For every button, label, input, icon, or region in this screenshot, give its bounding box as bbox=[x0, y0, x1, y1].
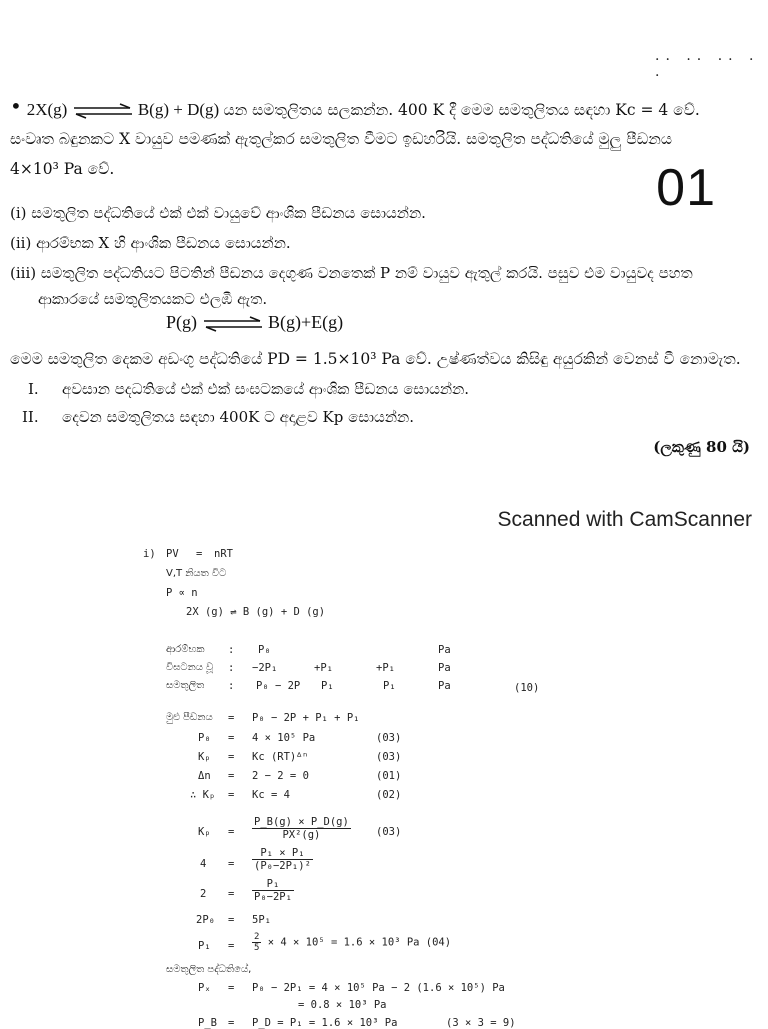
p1-rhs: × 4 × 10⁵ = 1.6 × 10³ Pa (04) bbox=[267, 936, 452, 949]
step-eq: = bbox=[228, 770, 235, 782]
four-numerator: P₁ × P₁ bbox=[252, 847, 313, 860]
second-equilibrium-left: P(g) bbox=[166, 312, 197, 332]
ice-change-unit: Pa bbox=[438, 662, 451, 674]
sub-item-II: දෙවන සමතුලිතය සඳහා 400K ට අදාළව Kp සොයන්න. bbox=[62, 408, 414, 426]
question-number: 01 bbox=[656, 159, 716, 217]
question-line-2: සංවෘත බඳුනකට X වායුව පමණක් ඇතුල්කර සමතුලිත වීමට ඉඩහරියි. සමතුලිත පද්ධතියේ මුලු පීඩනය bbox=[10, 130, 673, 148]
item-iii-line-2: ආකාරයේ සමතුලිතයකට එලඹී ඇත. bbox=[38, 290, 268, 308]
total-eq: = bbox=[228, 712, 235, 724]
ice-colon: : bbox=[228, 662, 235, 674]
px-eq: = bbox=[228, 982, 235, 994]
pd-line: මෙම සමතුලිත දෙකම අඩංගු පද්ධතියේ PD = 1.5×10³ Pa වේ. උෂ්ණත්වය කිසිඳු අයුරකින් වෙනස් වී නොමැත. bbox=[10, 350, 741, 368]
step-rhs: 2 − 2 = 0 bbox=[252, 770, 309, 782]
question-line-3: 4×10³ Pa වේ. bbox=[10, 160, 115, 178]
sub-item-II-number: II. bbox=[22, 408, 39, 426]
ice-change-x: −2P₁ bbox=[252, 662, 278, 674]
second-equilibrium-right: B(g)+E(g) bbox=[268, 312, 344, 332]
four-lhs: 4 bbox=[200, 858, 207, 870]
px-rhs-2: = 0.8 × 10³ Pa bbox=[298, 999, 387, 1011]
p1-expression bbox=[252, 932, 451, 953]
pb-mark: (3 × 3 = 9) bbox=[446, 1017, 516, 1029]
p1-eq: = bbox=[228, 940, 235, 952]
step-lhs: Kₚ bbox=[198, 751, 211, 763]
ice-initial-unit: Pa bbox=[438, 644, 451, 656]
vt-constant: V,T නියත විට bbox=[166, 568, 227, 579]
four-denominator: (P₀−2P₁)² bbox=[254, 860, 311, 872]
ice-initial-label: ආරම්භක bbox=[166, 644, 205, 655]
equilibrium-arrows-icon bbox=[72, 103, 134, 119]
step-rhs: 4 × 10⁵ Pa bbox=[252, 732, 316, 744]
question-line-1-text: යන සමතුලිතය සලකන්න. 400 K දී මෙම සමතුලිතය සඳහා Kc = 4 වේ. bbox=[223, 101, 700, 119]
p1-frac-numerator: 2 bbox=[254, 932, 260, 942]
step-mark: (02) bbox=[376, 789, 402, 801]
kp-lhs: Kₚ bbox=[198, 826, 211, 838]
solution-label-i: i) bbox=[143, 548, 156, 560]
sub-item-I: අවසාන පදධතියේ එක් එක් සංඝටකයේ ආංශික පීඩනය සොයන්න. bbox=[62, 380, 470, 398]
equilibrium-equation: 2X(g) B(g) + D(g) bbox=[26, 100, 224, 119]
mark-10: (10) bbox=[514, 682, 540, 694]
p1-frac-denominator: 5 bbox=[254, 943, 260, 953]
pv-eq: = bbox=[196, 548, 203, 560]
ice-initial-x: P₀ bbox=[258, 644, 271, 656]
eq-system-label: සමතුලිත පද්ධතියේ, bbox=[166, 964, 252, 975]
two-eq: = bbox=[228, 888, 235, 900]
two-lhs: 2 bbox=[200, 888, 207, 900]
two-fraction bbox=[252, 878, 294, 903]
step-mark: (03) bbox=[376, 732, 402, 744]
step-eq: = bbox=[228, 751, 235, 763]
ice-eq-b: P₁ bbox=[321, 680, 334, 692]
second-equilibrium bbox=[166, 312, 343, 333]
four-fraction bbox=[252, 847, 313, 872]
step-lhs: Δn bbox=[198, 770, 211, 782]
scanner-watermark: Scanned with CamScanner bbox=[497, 508, 752, 531]
twop0-rhs: 5P₁ bbox=[252, 914, 271, 926]
step-rhs: Kc = 4 bbox=[252, 789, 290, 801]
question-line-1: • 2X(g) B(g) + D(g) යන සමතුලිතය සලකන්න. 400 K දී මෙම සමතුලිතය සඳහා Kc = 4 වේ. bbox=[10, 94, 700, 119]
kp-denominator: PX²(g) bbox=[282, 829, 321, 841]
marks-label: (ලකුණු 80 යි) bbox=[653, 438, 750, 456]
px-lhs: Pₓ bbox=[198, 982, 211, 994]
four-eq: = bbox=[228, 858, 235, 870]
item-iii-line-1: (iii) සමතුලිත පද්ධතියට පිටතින් පීඩනය දෙගුණ වනතෙක් P නම් වායුව ඇතුල් කරයි. පසුව එම වායුවද පහත bbox=[10, 264, 693, 282]
pv-lhs: PV bbox=[166, 548, 179, 560]
step-eq: = bbox=[228, 732, 235, 744]
equilibrium-arrows-icon bbox=[202, 316, 264, 332]
ice-colon: : bbox=[228, 680, 235, 692]
ice-change-label: විඝටනය වූ bbox=[166, 662, 214, 673]
ice-eq-d: P₁ bbox=[383, 680, 396, 692]
total-rhs: P₀ − 2P + P₁ + P₁ bbox=[252, 712, 360, 724]
step-mark: (03) bbox=[376, 751, 402, 763]
step-lhs: P₀ bbox=[198, 732, 211, 744]
step-eq: = bbox=[228, 789, 235, 801]
px-rhs: P₀ − 2P₁ = 4 × 10⁵ Pa − 2 (1.6 × 10⁵) Pa bbox=[252, 982, 505, 994]
step-rhs: Kc (RT)ᐞⁿ bbox=[252, 751, 309, 763]
ice-eq-unit: Pa bbox=[438, 680, 451, 692]
two-denominator: P₀−2P₁ bbox=[254, 891, 292, 903]
step-lhs: ∴ Kₚ bbox=[190, 789, 216, 801]
pb-lhs: P_B bbox=[198, 1017, 217, 1029]
pb-eq: = bbox=[228, 1017, 235, 1029]
pv-rhs: nRT bbox=[214, 548, 233, 560]
ice-change-b: +P₁ bbox=[314, 662, 333, 674]
solution-reaction: 2X (g) ⇌ B (g) + D (g) bbox=[186, 606, 326, 618]
p-proportional-n: P ∝ n bbox=[166, 587, 198, 599]
step-mark: (01) bbox=[376, 770, 402, 782]
ice-colon: : bbox=[228, 644, 235, 656]
kp-fraction bbox=[252, 816, 351, 841]
item-i: (i) සමතුලිත පද්ධතියේ එක් එක් වායුවේ ආංශික පීඩනය සොයන්න. bbox=[10, 204, 426, 222]
two-numerator: P₁ bbox=[252, 878, 294, 891]
twop0-eq: = bbox=[228, 914, 235, 926]
pb-rhs: P_D = P₁ = 1.6 × 10³ Pa bbox=[252, 1017, 398, 1029]
kp-numerator: P_B(g) × P_D(g) bbox=[254, 816, 349, 828]
p1-lhs: P₁ bbox=[198, 940, 211, 952]
sub-item-I-number: I. bbox=[28, 380, 39, 398]
twop0-lhs: 2P₀ bbox=[196, 914, 215, 926]
kp-eq: = bbox=[228, 826, 235, 838]
ice-eq-x: P₀ − 2P bbox=[256, 680, 301, 692]
item-ii: (ii) ආරම්භක X හි ආංශික පීඩනය සොයන්න. bbox=[10, 234, 291, 252]
kp-mark: (03) bbox=[376, 826, 402, 838]
total-pressure-label: මුළු පීඩනය bbox=[166, 712, 213, 723]
ice-change-d: +P₁ bbox=[376, 662, 395, 674]
ice-eq-label: සමතුලිත bbox=[166, 680, 205, 691]
corner-mark: ·· ·· ·· · · bbox=[655, 52, 760, 84]
